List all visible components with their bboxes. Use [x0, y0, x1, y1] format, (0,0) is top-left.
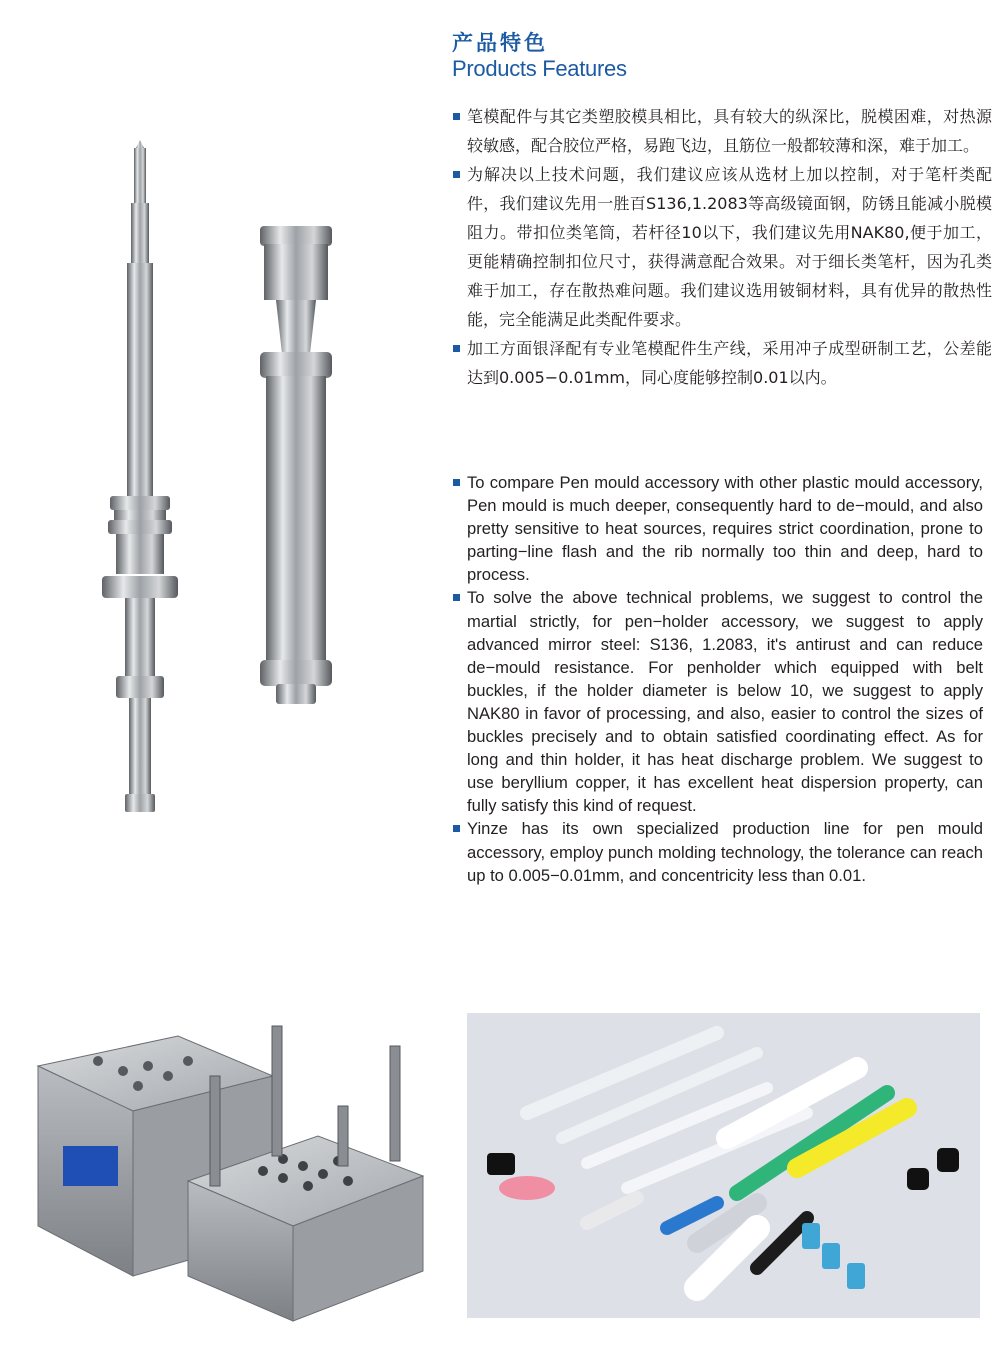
- section-title-english: Products Features: [452, 56, 627, 81]
- square-bullet-icon: [453, 825, 460, 832]
- square-bullet-icon: [453, 345, 460, 352]
- feature-item-en: [452, 471, 983, 586]
- feature-text-cn: 笔模配件与其它类塑胶模具相比，具有较大的纵深比，脱模困难，对热源较敏感，配合胶位严格，易跑飞边，且筋位一般都较薄和深，难于加工。: [467, 107, 992, 155]
- features-list-chinese: [452, 102, 992, 392]
- sleeve-ejector: [260, 226, 332, 704]
- feature-item-cn: [452, 160, 992, 334]
- feature-text-en: To compare Pen mould accessory with other plastic mould accessory, Pen mould is much deeper, consequently hard to de−mould, and also pretty sensitive to heat sources, requires strict coordination, prone to parting−line flash and the rib normally too thin and deep, hard to process.: [467, 473, 983, 585]
- feature-text-cn: 为解决以上技术问题，我们建议应该从选材上加以控制，对于笔杆类配件，我们建议先用一胜百S136,1.2083等高级镜面钢，防锈且能减小脱模阻力。带扣位类笔筒，若杆径10以下，我们建议先用NAK80,便于加工，更能精确控制扣位尺寸，获得满意配合效果。对于细长类笔杆，因为孔类难于加工，存在散热难问题。我们建议选用铍铜材料，具有优异的散热性能，完全能满足此类配件要求。: [467, 165, 992, 329]
- feature-text-cn: 加工方面银泽配有专业笔模配件生产线，采用冲子成型研制工艺，公差能达到0.005−0.01mm，同心度能够控制0.01以内。: [467, 339, 992, 387]
- feature-item-en: [452, 586, 983, 817]
- section-title-chinese: 产品特色: [452, 31, 548, 55]
- features-list-english: [452, 471, 983, 887]
- square-bullet-icon: [453, 171, 460, 178]
- square-bullet-icon: [453, 479, 460, 486]
- square-bullet-icon: [453, 594, 460, 601]
- feature-text-en: Yinze has its own specialized production line for pen mould accessory, employ punch molding technology, the tolerance can reach up to 0.005−0.01mm, and concentricity less than 0.01.: [467, 819, 983, 885]
- feature-text-en: To solve the above technical problems, we suggest to control the martial strictly, for pen−holder accessory, we suggest to apply advanced mirror steel: S136, 1.2083, it's antirust and can reduce de−mould resistance. For penholder which equipped with belt buckles, if the holder diameter is below 10, we suggest to apply NAK80 in favor of processing, and also, easier to control the sizes of buckles precisely and to obtain satisfied coordinating effect. As for long and thin holder, it has heat discharge problem. We suggest to use beryllium copper, it has excellent heat dispersion property, can fully satisfy this kind of request.: [467, 588, 983, 816]
- long-core-pin: [102, 140, 178, 812]
- feature-item-cn: [452, 102, 992, 160]
- feature-item-cn: [452, 334, 992, 392]
- pen-mould-assembly-photo: [28, 1016, 428, 1326]
- pen-mould-core-pins-photo: [90, 140, 360, 830]
- plastic-pen-parts-photo: [467, 1013, 980, 1318]
- square-bullet-icon: [453, 113, 460, 120]
- feature-item-en: [452, 817, 983, 886]
